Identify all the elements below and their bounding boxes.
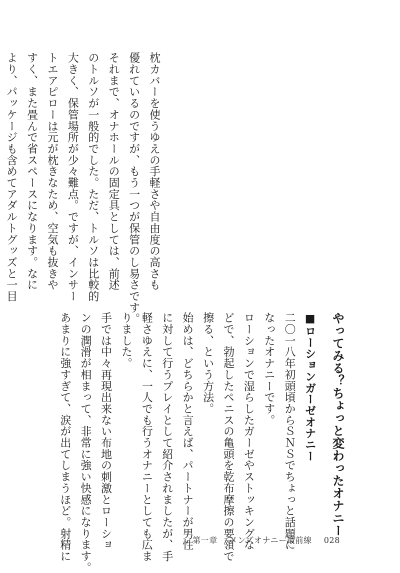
text-line: すく、また畳んで省スペースになります。なに <box>25 52 39 291</box>
subheading: ■ローションガーゼオナニー <box>303 312 317 462</box>
page-footer <box>192 535 340 546</box>
text-line: ンの潤滑が相まって、非常に強い快感になります。 <box>79 312 93 573</box>
text-line: トエアピローは元が枕きなため、空気も抜きや <box>45 52 59 291</box>
text-line: 優れているのですが、もう一つが保管のし易さです。 <box>127 52 141 325</box>
text-line: それまで、オナホールの固定具としては、前述 <box>107 52 121 291</box>
text-line: 手では中々再現出来ない布地の刺激とローショ <box>99 312 113 551</box>
text-line: 枕カバーを使うゆえの手軽さや自由度の高さも <box>148 52 161 291</box>
text-line: どで、勃起したペニスの亀頭を乾布摩擦の要領で <box>221 312 235 562</box>
lower-text-column <box>54 312 348 573</box>
text-line: 軽さゆえに、一人でも行うオナニーとしても広ま <box>140 312 154 562</box>
text-line: 大きく、保管場所が少々難点。ですが、インサー <box>66 52 80 302</box>
text-line <box>0 52 1 302</box>
text-line: ローションで湿らしたガーゼやストッキングな <box>242 312 256 551</box>
section-title: やってみる？ちょっと変わったオナニー <box>331 312 345 537</box>
text-line: より、パッケージも含めてアダルトグッズと一目 <box>5 52 19 302</box>
footer-title: メンズオナニー最前線 <box>229 536 312 545</box>
text-line: あまりに強すぎて、涙が出てしまうほど。射精に <box>58 312 72 562</box>
text-line: 二〇一八年初頭頃からＳＮＳでちょっと話題に <box>283 312 297 551</box>
footer-chapter: 第一章 <box>192 536 218 545</box>
text-line: に対して行うプレイとして紹介されましたが、手 <box>160 312 174 562</box>
page-number: 028 <box>323 536 340 545</box>
text-line: のトルソが一般的でした。ただ、トルソは比較的 <box>86 52 100 302</box>
text-line: りました。 <box>119 312 133 369</box>
upper-text-column <box>0 52 164 325</box>
text-line: 始めは、どちらかと言えば、パートナーが男性 <box>181 312 195 551</box>
text-line: 擦る、という方法。 <box>201 312 215 415</box>
text-line: なったオナニーです。 <box>262 312 276 426</box>
